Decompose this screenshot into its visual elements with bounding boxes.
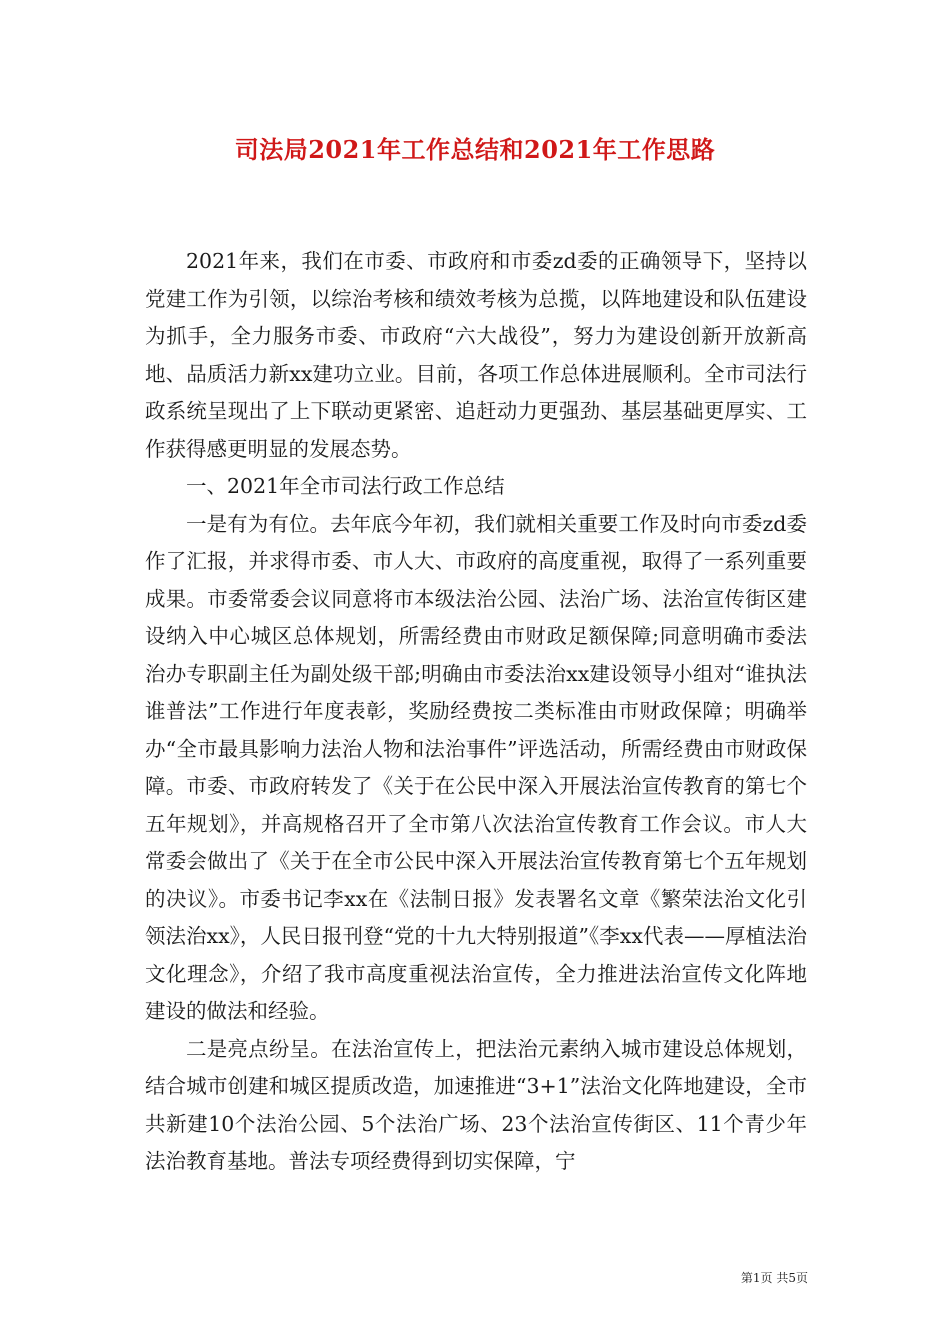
paragraph-point-one: 一是有为有位。去年底今年初，我们就相关重要工作及时向市委zd委作了汇报，并求得市委、市人大、市政府的高度重视，取得了一系列重要成果。市委常委会议同意将市本级法治公园、法治广场、法治宣传街区建设纳入中心城区总体规划，所需经费由市财政足额保障;同意明确市委法治办专职副主任为副处级干部;明确由市委法治xx建设领导小组对“谁执法谁普法”工作进行年度表彰，奖励经费按二类标准由市财政保障；明确举办“全市最具影响力法治人物和法治事件”评选活动，所需经费由市财政保障。市委、市政府转发了《关于在公民中深入开展法治宣传教育的第七个五年规划》，并高规格召开了全市第八次法治宣传教育工作会议。市人大常委会做出了《关于在全市公民中深入开展法治宣传教育第七个五年规划的决议》。市委书记李xx在《法制日报》发表署名文章《繁荣法治文化引领法治xx》，人民日报刊登“党的十九大特别报道”《李xx代表——厚植法治文化理念》，介绍了我市高度重视法治宣传，全力推进法治宣传文化阵地建设的做法和经验。 <box>145 511 807 1023</box>
document-title: 司法局2021年工作总结和2021年工作思路 <box>234 135 716 164</box>
page-number: 第1页 共5页 <box>740 1271 808 1285</box>
paragraph-point-two: 二是亮点纷呈。在法治宣传上，把法治元素纳入城市建设总体规划，结合城市创建和城区提质改造，加速推进“3+1”法治文化阵地建设，全市共新建10个法治公园、5个法治广场、23个法治宣传街区、11个青少年法治教育基地。普法专项经费得到切实保障，宁 <box>145 1036 807 1173</box>
document-body <box>145 243 807 1181</box>
section-heading: 一、2021年全市司法行政工作总结 <box>186 474 505 498</box>
paragraph-intro: 2021年来，我们在市委、市政府和市委zd委的正确领导下，坚持以党建工作为引领，以综治考核和绩效考核为总揽，以阵地建设和队伍建设为抓手，全力服务市委、市政府“六大战役”，努力为建设创新开放新高地、品质活力新xx建功立业。目前，各项工作总体进展顺利。全市司法行政系统呈现出了上下联动更紧密、追赶动力更强劲、基层基础更厚实、工作获得感更明显的发展态势。 <box>145 249 807 461</box>
